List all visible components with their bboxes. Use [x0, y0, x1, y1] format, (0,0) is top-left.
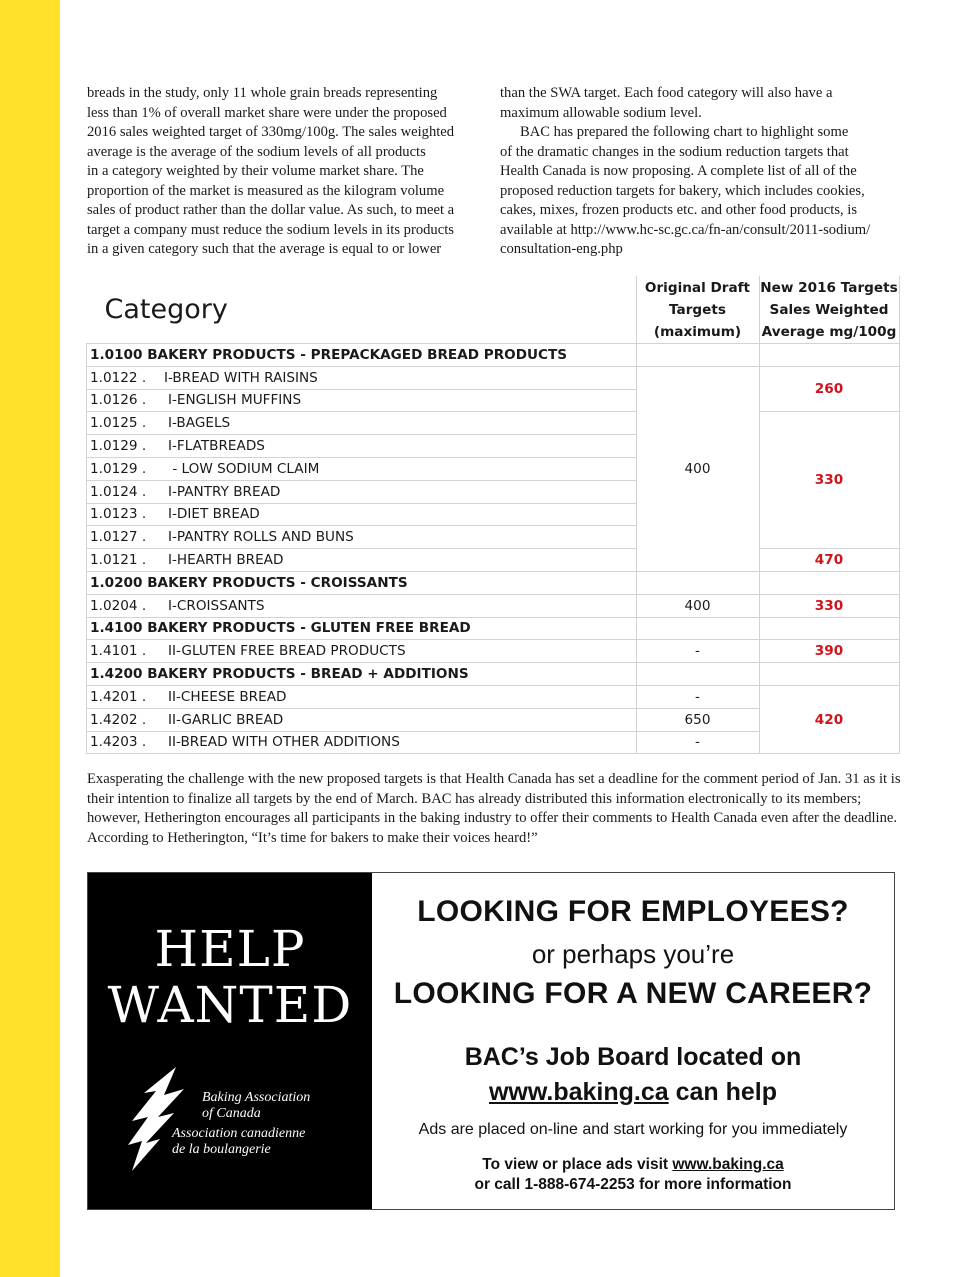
body-line: of the dramatic changes in the sodium reduction targets that — [500, 143, 849, 160]
yellow-margin-bar — [0, 0, 60, 1277]
table-row: 1.0124 . I-PANTRY BREAD — [87, 480, 900, 503]
table-row: 1.0129 . - LOW SODIUM CLAIM — [87, 457, 900, 480]
body-line: 2016 sales weighted target of 330mg/100g. The sales weighted — [87, 124, 455, 140]
help-wanted-ad — [87, 872, 895, 1210]
visit-line: To view or place ads visit www.baking.ca — [482, 1156, 784, 1173]
table-row: 1.0126 . I-ENGLISH MUFFINS — [87, 389, 900, 412]
body-line: target a company must reduce the sodium levels in its products — [87, 221, 454, 238]
org-name-fr: Association canadienne — [172, 1126, 306, 1141]
table-section-row: 1.4200 BAKERY PRODUCTS - BREAD + ADDITIONS — [87, 663, 900, 686]
body-line: sales of product rather than the dollar value. As such, to meet a — [87, 202, 455, 218]
body-line: proposed reduction targets for bakery, which includes cookies, — [500, 182, 865, 199]
new-targets-header: New 2016 Targets Sales Weighted Average mg/100g — [759, 276, 899, 344]
table-header-row — [87, 276, 900, 344]
table-row: 1.4201 . II-CHEESE BREAD - 420 — [87, 685, 900, 708]
table-row: 1.4101 . II-GLUTEN FREE BREAD PRODUCTS - 390 — [87, 640, 900, 663]
new-target-value: 470 — [759, 549, 899, 572]
table-row: 1.0127 . I-PANTRY ROLLS AND BUNS — [87, 526, 900, 549]
table-row: 1.4203 . II-BREAD WITH OTHER ADDITIONS - — [87, 731, 900, 754]
closing-paragraph: Exasperating the challenge with the new proposed targets is that Health Canada has set a deadline for the comment period of Jan. 31 as it is their intention to finalize all targets by the end of March. BAC has already distributed this information electronically to its members; however, Hetherington encourages all participants in the baking industry to offer their comments to Health Canada even after the deadline. According to Hetherington, “It’s time for bakers to make their voices heard!” — [87, 771, 901, 846]
table-row: 1.0125 . I-BAGELS 330 — [87, 412, 900, 435]
ad-black-panel — [88, 873, 372, 1209]
table-row: 1.0122 . I-BREAD WITH RAISINS 400 260 — [87, 366, 900, 389]
body-line: maximum allowable sodium level. — [500, 104, 702, 121]
table-section-row: 1.0200 BAKERY PRODUCTS - CROISSANTS — [87, 571, 900, 594]
body-line: average is the average of the sodium levels of all products — [87, 143, 426, 160]
ad-text-panel — [372, 873, 894, 1209]
original-target-value: - — [636, 685, 759, 708]
ad-headline: LOOKING FOR A NEW CAREER? — [393, 977, 873, 1010]
ads-info-line: Ads are placed on-line and start working for you immediately — [418, 1121, 848, 1138]
org-name-en: Baking Association — [202, 1090, 311, 1105]
visit-link[interactable]: www.baking.ca — [672, 1156, 784, 1173]
original-target-value: 400 — [636, 594, 759, 617]
body-line: proportion of the market is measured as the kilogram volume — [87, 182, 445, 199]
table-row: 1.0121 . I-HEARTH BREAD 470 — [87, 549, 900, 572]
body-line: Health Canada is now proposing. A complete list of all of the — [500, 163, 857, 179]
table-row: 1.0123 . I-DIET BREAD — [87, 503, 900, 526]
body-line: consultation-eng.php — [500, 241, 623, 257]
table-section-row: 1.0100 BAKERY PRODUCTS - PREPACKAGED BREAD PRODUCTS — [87, 344, 900, 367]
body-column-right — [500, 84, 900, 260]
new-target-value: 330 — [759, 412, 899, 549]
new-target-value: 260 — [759, 366, 899, 412]
original-target-value: - — [636, 640, 759, 663]
help-wanted-title: HELP — [154, 920, 306, 978]
job-board-line: www.baking.ca can help — [488, 1078, 778, 1106]
original-target-value: - — [636, 731, 759, 754]
body-line: BAC has prepared the following chart to highlight some — [520, 124, 849, 140]
original-target-value: 650 — [636, 708, 759, 731]
body-line: than the SWA target. Each food category will also have a — [500, 85, 833, 101]
original-targets-header: Original Draft Targets (maximum) — [636, 276, 759, 344]
call-line: or call 1-888-674-2253 for more information — [474, 1176, 792, 1193]
body-line: available at http://www.hc-sc.gc.ca/fn-an/consult/2011-sodium/ — [500, 221, 871, 238]
body-line: breads in the study, only 11 whole grain breads representing — [87, 85, 438, 101]
body-line: cakes, mixes, frozen products etc. and other food products, is — [500, 202, 858, 218]
new-target-value: 390 — [759, 640, 899, 663]
new-target-value: 330 — [759, 594, 899, 617]
ad-headline: LOOKING FOR EMPLOYEES? — [417, 895, 849, 928]
org-name-fr: de la boulangerie — [172, 1142, 271, 1157]
category-header: Category — [87, 276, 637, 344]
job-board-line: BAC’s Job Board located on — [464, 1043, 802, 1071]
body-line: in a given category such that the average is equal to or lower — [87, 241, 442, 257]
job-board-link[interactable]: www.baking.ca — [488, 1078, 669, 1106]
body-column-left — [87, 84, 487, 260]
sodium-targets-table — [86, 276, 900, 754]
new-target-value: 420 — [759, 685, 899, 753]
table-row: 1.0204 . I-CROISSANTS 400 330 — [87, 594, 900, 617]
body-line: in a category weighted by their volume market share. The — [87, 163, 424, 179]
ad-subheadline: or perhaps you’re — [531, 939, 735, 969]
table-section-row: 1.4100 BAKERY PRODUCTS - GLUTEN FREE BREAD — [87, 617, 900, 640]
original-target-value: 400 — [636, 366, 759, 571]
org-name-en: of Canada — [202, 1106, 261, 1121]
table-row: 1.4202 . II-GARLIC BREAD 650 — [87, 708, 900, 731]
body-line: less than 1% of overall market share were under the proposed — [87, 104, 447, 121]
help-wanted-title: WANTED — [107, 976, 353, 1034]
table-row: 1.0129 . I-FLATBREADS — [87, 435, 900, 458]
